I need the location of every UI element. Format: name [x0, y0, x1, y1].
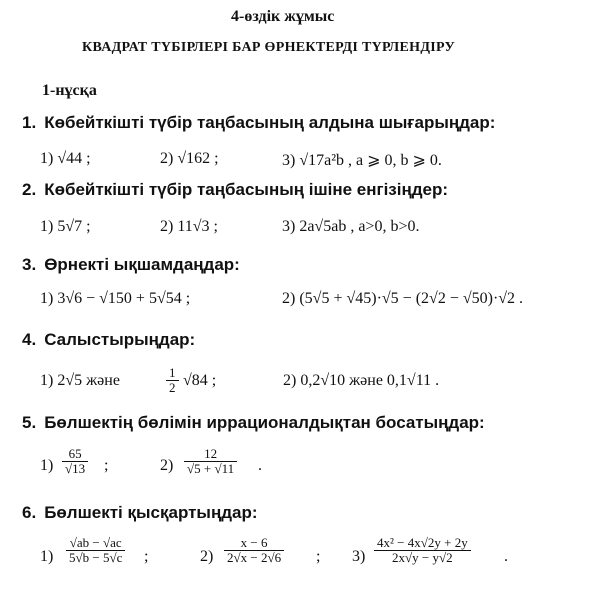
fraction-denominator: √13 [65, 461, 86, 477]
fraction-numerator: x − 6 [224, 536, 284, 551]
task-number: 1. [22, 113, 37, 132]
task-item: 3) [352, 548, 366, 565]
worksheet-subtitle: КВАДРАТ ТҮБІРЛЕРІ БАР ӨРНЕКТЕРДІ ТҮРЛЕНДІРУ [82, 40, 456, 55]
task-4-items [0, 366, 594, 402]
task-item: . [258, 457, 262, 474]
task-6 [22, 503, 258, 523]
task-item: 2) [200, 548, 214, 565]
fraction [184, 447, 237, 477]
task-number: 5. [22, 413, 37, 432]
fraction-denominator: 2 [169, 380, 176, 396]
task-number: 4. [22, 330, 37, 349]
task-item: 2) √162 ; [160, 150, 219, 167]
fraction [62, 447, 88, 477]
task-number: 3. [22, 255, 37, 274]
task-item: 1) [40, 457, 54, 474]
fraction-denominator: 2x√y − y√2 [392, 550, 453, 566]
fraction [66, 536, 125, 566]
task-text: Бөлшектің бөлімін иррационалдықтан босатыңдар: [44, 413, 485, 432]
fraction-denominator: √5 + √11 [187, 461, 235, 477]
task-item: 1) 3√6 − √150 + 5√54 ; [40, 290, 191, 307]
task-text: Бөлшекті қысқартыңдар: [44, 503, 258, 522]
task-3-items [0, 290, 594, 312]
fraction [374, 536, 471, 566]
fraction [224, 536, 284, 566]
fraction-denominator: 2√x − 2√6 [227, 550, 282, 566]
fraction-numerator: 12 [184, 447, 237, 462]
variant-label: 1-нұсқа [42, 82, 97, 99]
task-item: 1) √44 ; [40, 150, 91, 167]
task-item: 1) [40, 548, 54, 565]
task-text: Көбейткішті түбір таңбасының ішіне енгізіңдер: [44, 180, 449, 199]
task-6-items [0, 536, 594, 580]
task-5-items [0, 447, 594, 487]
fraction-denominator: 5√b − 5√c [69, 550, 123, 566]
task-item: 2) (5√5 + √45)·√5 − (2√2 − √50)·√2 . [282, 290, 524, 307]
task-item: ; [104, 457, 109, 474]
fraction-numerator: 4x² − 4x√2y + 2y [374, 536, 471, 551]
task-1-items [0, 150, 594, 172]
worksheet-title: 4-өздік жұмыс [231, 8, 335, 25]
task-number: 6. [22, 503, 37, 522]
task-text: Көбейткішті түбір таңбасының алдына шығарыңдар: [44, 113, 496, 132]
task-4 [22, 330, 195, 350]
task-item: ; [144, 548, 149, 565]
task-item: √84 ; [183, 372, 217, 389]
task-text: Өрнекті ықшамдаңдар: [44, 255, 240, 274]
task-2-items [0, 218, 594, 240]
fraction-numerator: 65 [62, 447, 88, 462]
fraction-numerator: √ab − √ac [66, 536, 125, 551]
task-2 [22, 180, 448, 200]
task-number: 2. [22, 180, 37, 199]
task-text: Салыстырыңдар: [44, 330, 196, 349]
task-item: 3) 2a√5ab , a>0, b>0. [282, 218, 420, 235]
task-item: 2) [160, 457, 174, 474]
task-item: 2) 0,2√10 және 0,1√11 . [283, 372, 440, 389]
task-3 [22, 255, 240, 275]
task-1 [22, 113, 495, 133]
task-item: 1) 2√5 және [40, 372, 120, 389]
task-item: . [504, 548, 508, 565]
task-item: ; [316, 548, 321, 565]
fraction-numerator: 1 [166, 366, 179, 381]
task-item: 1) 5√7 ; [40, 218, 91, 235]
task-5 [22, 413, 485, 433]
fraction [166, 366, 179, 396]
task-item: 2) 11√3 ; [160, 218, 218, 235]
task-item: 3) √17a²b , a ⩾ 0, b ⩾ 0. [282, 152, 442, 169]
